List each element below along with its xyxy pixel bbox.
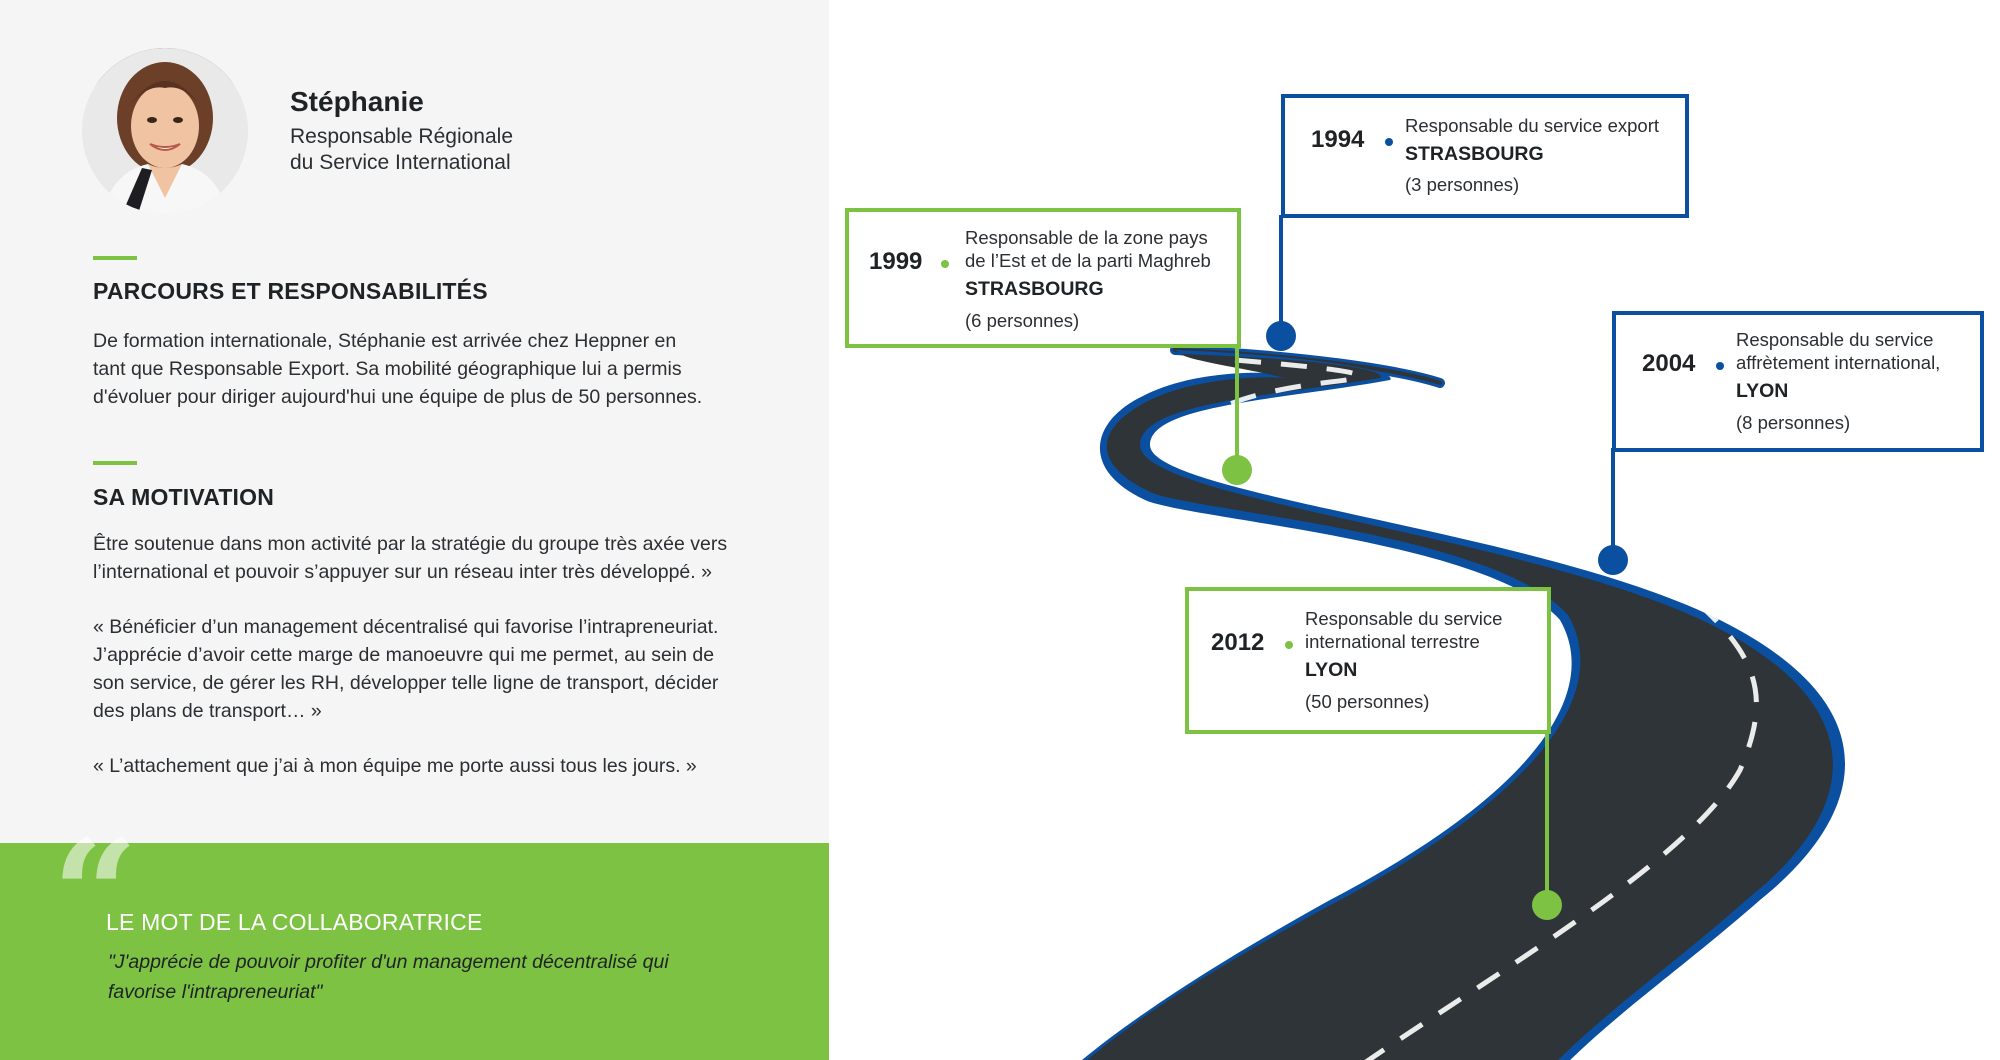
card-title: Responsable de la zone pays	[965, 227, 1208, 248]
card-team: (6 personnes)	[965, 310, 1080, 331]
card-team: (3 personnes)	[1405, 174, 1520, 195]
section-accent	[93, 256, 137, 260]
motivation-text	[93, 530, 753, 780]
person-role	[290, 124, 630, 176]
pin-2012	[1532, 890, 1562, 920]
quote-line: favorise l'intrapreneuriat"	[108, 981, 323, 1003]
text-line: De formation internationale, Stéphanie est arrivée chez Heppner en	[93, 330, 677, 352]
quote-mark-icon: “	[52, 807, 139, 983]
section-title-motivation: SA MOTIVATION	[93, 484, 275, 510]
quote-line: "J'apprécie de pouvoir profiter d'un management décentralisé qui	[108, 951, 669, 973]
card-city: STRASBOURG	[965, 278, 1104, 300]
text-line: « Bénéficier d’un management décentralisé qui favorise l’intrapreneuriat.	[93, 616, 719, 638]
bullet-icon	[1285, 641, 1293, 649]
section-title-parcours: PARCOURS ET RESPONSABILITÉS	[93, 278, 488, 304]
timeline-card-2004	[1612, 311, 1984, 452]
card-title: international terrestre	[1305, 631, 1480, 652]
bullet-icon	[941, 260, 949, 268]
card-city: LYON	[1736, 380, 1789, 402]
text-line: l’international et pouvoir s’appuyer sur un réseau inter très développé. »	[93, 561, 712, 583]
card-team: (8 personnes)	[1736, 412, 1851, 433]
text-line: son service, de gérer les RH, développer telle ligne de transport, décider	[93, 672, 719, 694]
role-line: Responsable Régionale	[290, 125, 513, 148]
card-team: (50 personnes)	[1305, 691, 1430, 712]
person-name: Stéphanie	[290, 86, 424, 117]
timeline-card-1994	[1281, 94, 1689, 218]
quote-title: LE MOT DE LA COLLABORATRICE	[106, 909, 483, 935]
card-city: LYON	[1305, 659, 1358, 681]
role-line: du Service International	[290, 151, 511, 174]
portrait-image	[82, 48, 248, 214]
card-year: 2012	[1211, 629, 1265, 656]
pin-2004	[1598, 545, 1628, 575]
pin-1999	[1222, 455, 1252, 485]
text-line: d'évoluer pour diriger aujourd'hui une équipe de plus de 50 personnes.	[93, 386, 703, 408]
timeline-card-2012	[1185, 587, 1551, 734]
text-line: tant que Responsable Export. Sa mobilité géographique lui a permis	[93, 358, 682, 380]
bullet-icon	[1716, 362, 1724, 370]
timeline-card-1999	[845, 208, 1241, 348]
card-year: 2004	[1642, 350, 1696, 377]
avatar	[82, 48, 248, 214]
card-city: STRASBOURG	[1405, 143, 1544, 165]
pin-1994	[1266, 321, 1296, 351]
card-title: affrètement international,	[1736, 352, 1941, 373]
card-title: de l’Est et de la parti Maghreb	[965, 250, 1211, 271]
parcours-text	[93, 327, 753, 411]
card-title: Responsable du service	[1736, 329, 1934, 350]
text-line: des plans de transport… »	[93, 700, 322, 722]
bullet-icon	[1385, 138, 1393, 146]
card-title: Responsable du service export	[1405, 115, 1660, 136]
card-year: 1999	[869, 248, 923, 275]
section-accent	[93, 461, 137, 465]
text-line: J’apprécie d’avoir cette marge de manoeuvre qui me permet, au sein de	[93, 644, 715, 666]
quote-text	[108, 947, 748, 1007]
text-line: « L’attachement que j’ai à mon équipe me porte aussi tous les jours. »	[93, 755, 697, 777]
card-title: Responsable du service	[1305, 608, 1503, 629]
card-year: 1994	[1311, 126, 1365, 153]
text-line: Être soutenue dans mon activité par la stratégie du groupe très axée vers	[93, 533, 728, 555]
